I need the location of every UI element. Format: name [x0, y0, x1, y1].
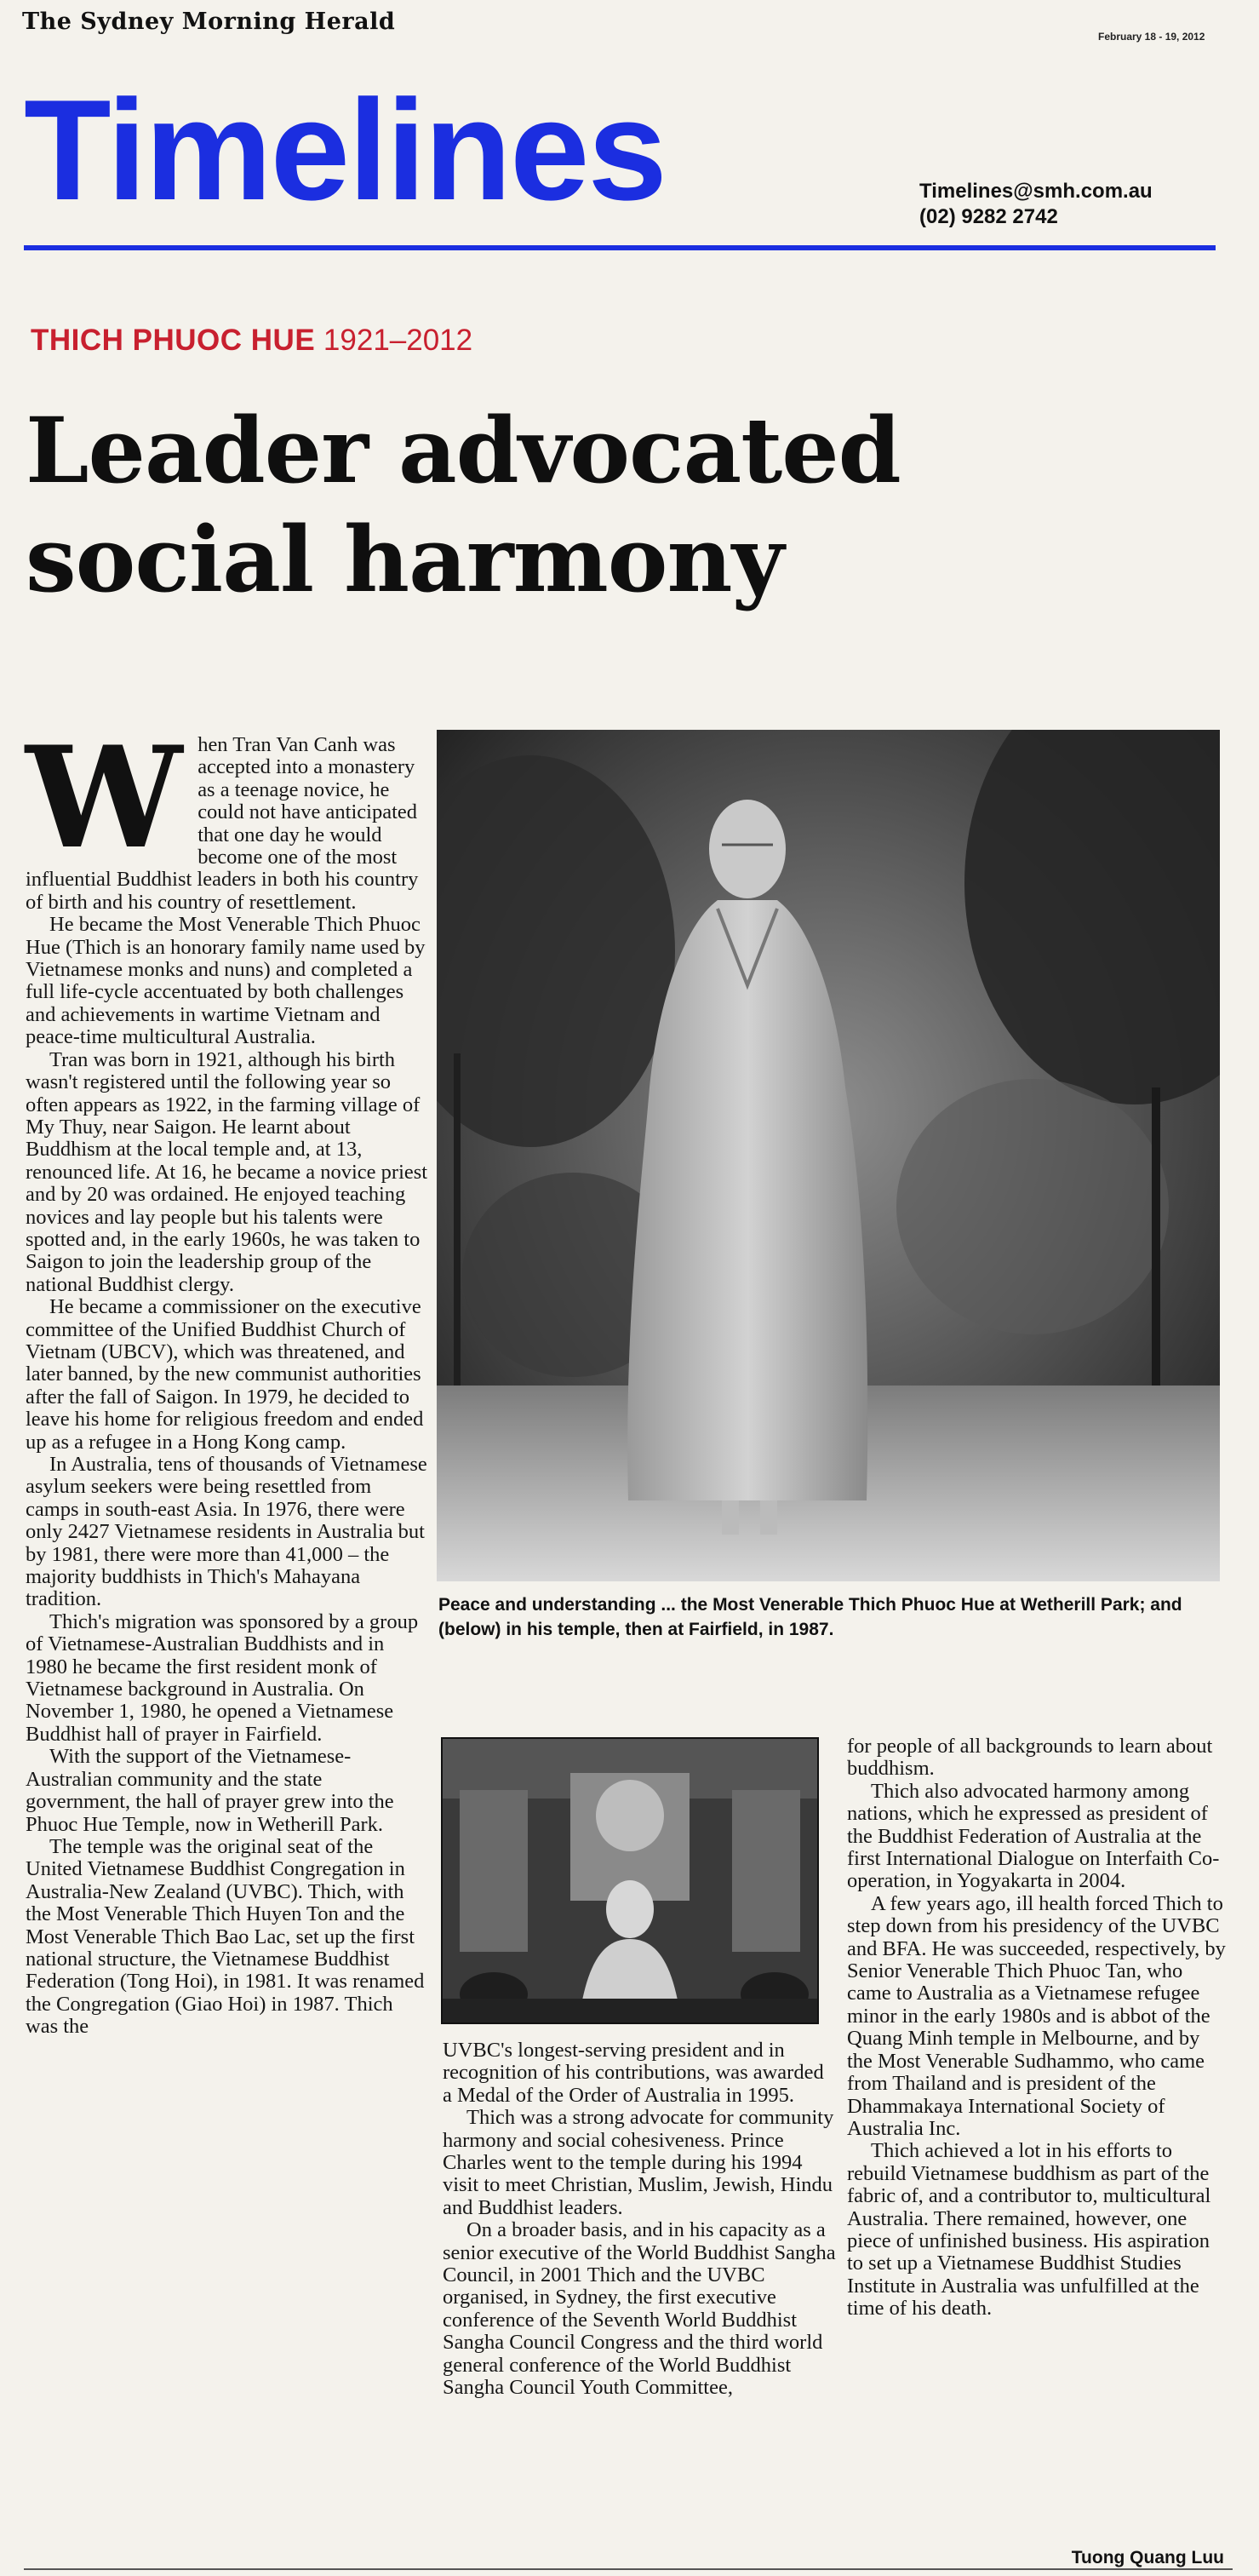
paragraph: He became the Most Venerable Thich Phuoc Hue (Thich is an honorary family name used by Vietnamese monks and nuns) and completed a full life-cycle accentuated by both challenges and achievements in wartime Vietnam and peace-time multicultural Australia. — [26, 913, 426, 1049]
drop-cap: W — [26, 715, 183, 880]
issue-date: February 18 - 19, 2012 — [1098, 31, 1205, 43]
paragraph: Tran was born in 1921, although his birth wasn't registered until the following year so often appears as 1922, in the farming village of My Thuy, near Saigon. He learnt about Buddhism at the local temple and, at 13, renounced life. At 16, he became a novice priest and by 20 was ordained. He enjoyed teaching novices and lay people but his talents were spotted and, in the early 1960s, he was taken to Saigon to join the leadership group of the national Buddhist clergy. — [26, 1047, 428, 1296]
article-column-right — [847, 1736, 1230, 2321]
header-rule — [24, 245, 1216, 250]
contact-block — [919, 179, 1153, 230]
section-email[interactable]: Timelines@smh.com.au — [919, 180, 1153, 203]
temple-photo — [441, 1737, 819, 2024]
article-column-middle — [443, 2040, 836, 2400]
headline-line-2: social harmony — [26, 506, 784, 612]
paragraph: for people of all backgrounds to learn about buddhism. — [847, 1735, 1213, 1781]
photo-caption: Peace and understanding ... the Most Venerable Thich Phuoc Hue at Wetherill Park; and (below) in his temple, then at Fairfield, in 1987. — [438, 1595, 1182, 1639]
paragraph: A few years ago, ill health forced Thich to step down from his presidency of the UVBC and BFA. He was succeeded, respectively, by Senior Venerable Thich Phuoc Tan, who came to Australia as a Vietnamese refugee minor in the early 1980s and is abbot of the Quang Minh temple in Melbourne, and by the Most Venerable Sudhammo, who came from Thailand and is president of the Dhammakaya International Society of Australia Inc. — [847, 1891, 1226, 2140]
paragraph: UVBC's longest-serving president and in recognition of his contributions, was awarded a Medal of the Order of Australia in 1995. — [443, 2039, 824, 2107]
subject-years: 1921–2012 — [323, 324, 473, 357]
subject-name: THICH PHUOC HUE — [31, 324, 316, 357]
subject-line — [31, 324, 472, 358]
bottom-rule — [24, 2568, 1233, 2570]
byline: Tuong Quang Luu — [1071, 2548, 1224, 2567]
headline — [26, 396, 1234, 614]
paragraph: With the support of the Vietnamese-Australian community and the state government, the hall of prayer grew into the Phuoc Hue Temple, now in Wetherill Park. — [26, 1745, 394, 1836]
paragraph: When Tran Van Canh was accepted into a monastery as a teenage novice, he could not have anticipated that one day he would become one of the most influential Buddhist leaders in both his country of birth and his country of resettlement. — [26, 715, 419, 914]
headline-line-1: Leader advocated — [26, 397, 901, 503]
section-title: Timelines — [24, 70, 666, 230]
section-phone: (02) 9282 2742 — [919, 205, 1058, 228]
paragraph: Thich achieved a lot in his efforts to rebuild Vietnamese buddhism as part of the fabric of, and a contributor to, multicultural Australia. There remained, however, one piece of unfinished business. His aspiration to set up a Vietnamese Buddhist Studies Institute in Australia was unfulfilled at the time of his death. — [847, 2139, 1211, 2321]
article-column-left — [26, 715, 429, 2039]
masthead-name: The Sydney Morning Herald — [22, 9, 396, 35]
paragraph: On a broader basis, and in his capacity as a senior executive of the World Buddhist Sangha Council, in 2001 Thich and the UVBC organised, in Sydney, the first executive conference of the Seventh World Buddhist Sangha Council Congress and the third world general conference of the World Buddhist Sangha Council Youth Committee, — [443, 2218, 836, 2400]
paragraph: Thich's migration was sponsored by a group of Vietnamese-Australian Buddhists and in 1980 he became the first resident monk of Vietnamese background in Australia. On November 1, 1980, he opened a Vietnamese Buddhist hall of prayer in Fairfield. — [26, 1609, 419, 1746]
paragraph: The temple was the original seat of the United Vietnamese Buddhist Congregation in Australia-New Zealand (UVBC). Thich, with the Most Venerable Thich Huyen Ton and the Most Venerable Thich Bao Lac, set up the first national structure, the Vietnamese Buddhist Federation (Tong Hoi), in 1981. It was renamed the Congregation (Giao Hoi) in 1987. Thich was the — [26, 1834, 425, 2039]
paragraph: Thich also advocated harmony among nations, which he expressed as president of the Buddhist Federation of Australia at the first International Dialogue on Interfaith Co-operation, in Yogyakarta in 2004. — [847, 1779, 1220, 1893]
paragraph: He became a commissioner on the executive committee of the Unified Buddhist Church of Vietnam (UBCV), which was threatened, and later banned, by the new communist authorities after the fall of Saigon. In 1979, he decided to leave his home for religious freedom and ended up as a refugee in a Hong Kong camp. — [26, 1295, 424, 1454]
paragraph: In Australia, tens of thousands of Vietnamese asylum seekers were being resettled from camps in south-east Asia. In 1976, there were only 2427 Vietnamese residents in Australia but by 1981, there were more than 41,000 – the majority buddhists in Thich's Mahayana tradition. — [26, 1453, 427, 1611]
paragraph: Thich was a strong advocate for community harmony and social cohesiveness. Prince Charles went to the temple during his 1994 visit to meet Christian, Muslim, Jewish, Hindu and Buddhist leaders. — [443, 2106, 834, 2219]
portrait-photo — [437, 730, 1220, 1581]
